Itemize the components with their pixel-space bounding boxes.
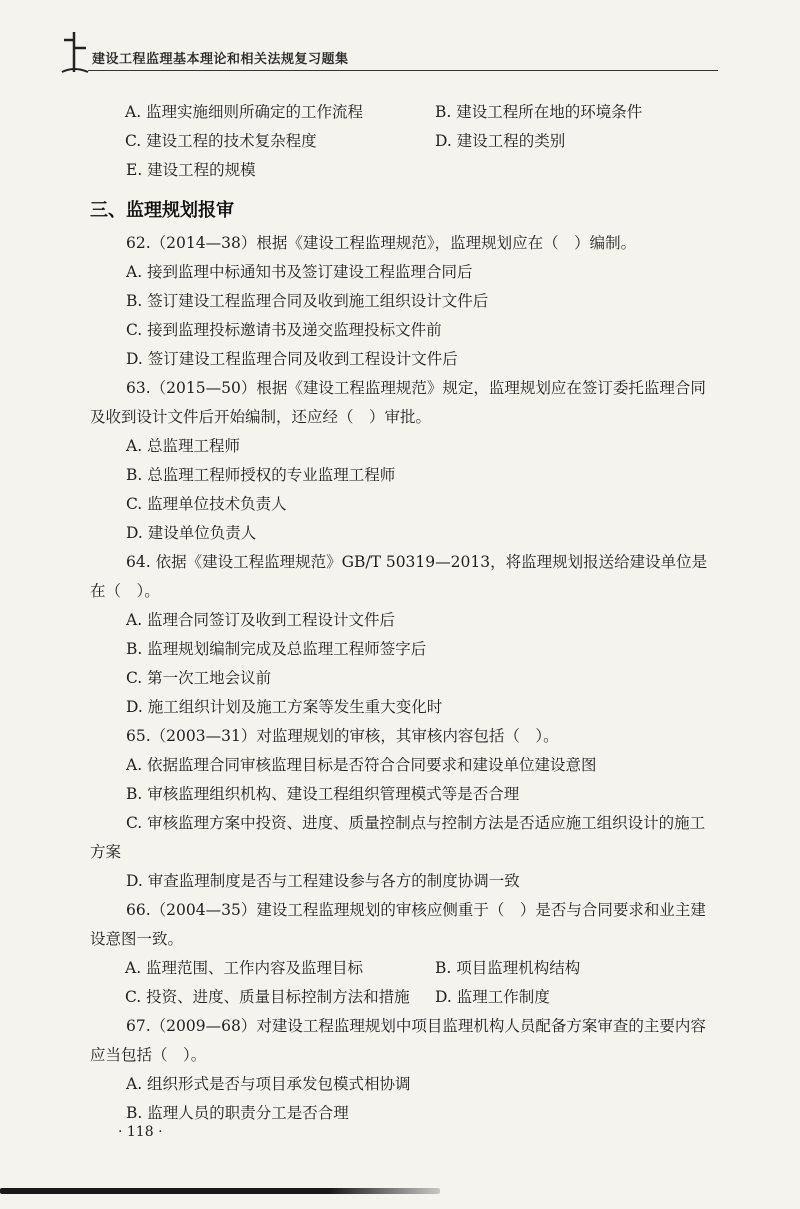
- option-row: [90, 98, 720, 127]
- option-text: B. 建设工程所在地的环境条件: [435, 103, 643, 121]
- option-text: A. 组织形式是否与项目承发包模式相协调: [126, 1075, 411, 1093]
- page-number: · 118 ·: [118, 1124, 163, 1140]
- option-text: C. 审核监理方案中投资、进度、质量控制点与控制方法是否适应施工组织设计的施工方案: [90, 814, 706, 861]
- book-title: 建设工程监理基本理论和相关法规复习题集: [92, 52, 349, 67]
- option-row: [90, 983, 720, 1012]
- option-text: C. 接到监理投标邀请书及递交监理投标文件前: [126, 321, 442, 339]
- option-text: A. 监理范围、工作内容及监理目标: [125, 959, 364, 977]
- option-text: A. 监理合同签订及收到工程设计文件后: [126, 611, 396, 629]
- option-text: B. 监理规划编制完成及总监理工程师签字后: [126, 640, 427, 658]
- option-text: D. 建设工程的类别: [435, 132, 566, 150]
- header-divider: [88, 70, 718, 71]
- option-text: C. 监理单位技术负责人: [126, 495, 287, 513]
- option-text: A. 监理实施细则所确定的工作流程: [125, 103, 364, 121]
- option-text: D. 施工组织计划及施工方案等发生重大变化时: [126, 698, 443, 716]
- option-row: [90, 954, 720, 983]
- option-text: B. 审核监理组织机构、建设工程组织管理模式等是否合理: [126, 785, 520, 803]
- option-text: B. 签订建设工程监理合同及收到施工组织设计文件后: [126, 292, 489, 310]
- question-stem: 67.（2009—68）对建设工程监理规划中项目监理机构人员配备方案审查的主要内容应当包括（ ）。: [90, 1017, 706, 1064]
- option-text: E. 建设工程的规模: [126, 161, 256, 179]
- option-text: A. 总监理工程师: [126, 437, 241, 455]
- question-stem: 63.（2015—50）根据《建设工程监理规范》规定，监理规划应在签订委托监理合同及收到设计文件后开始编制，还应经（ ）审批。: [90, 379, 706, 426]
- option-text: D. 建设单位负责人: [126, 524, 257, 542]
- footer-divider: [0, 1188, 440, 1194]
- option-text: B. 监理人员的职责分工是否合理: [126, 1104, 349, 1122]
- option-text: C. 建设工程的技术复杂程度: [125, 132, 317, 150]
- option-row: [90, 127, 720, 156]
- question-stem: 66.（2004—35）建设工程监理规划的审核应侧重于（ ）是否与合同要求和业主建设意图一致。: [90, 901, 706, 948]
- option-text: A. 接到监理中标通知书及签订建设工程监理合同后: [126, 263, 473, 281]
- question-stem: 64. 依据《建设工程监理规范》GB/T 50319—2013，将监理规划报送给建设单位是在（ ）。: [90, 553, 708, 600]
- option-text: D. 审查监理制度是否与工程建设参与各方的制度协调一致: [126, 872, 520, 890]
- page-header: [58, 28, 718, 76]
- question-stem: 62.（2014—38）根据《建设工程监理规范》，监理规划应在（ ）编制。: [126, 234, 637, 252]
- question-stem: 65.（2003—31）对监理规划的审核，其审核内容包括（ ）。: [126, 727, 559, 745]
- option-text: B. 总监理工程师授权的专业监理工程师: [126, 466, 396, 484]
- option-text: D. 监理工作制度: [435, 988, 550, 1006]
- option-text: D. 签订建设工程监理合同及收到工程设计文件后: [126, 350, 458, 368]
- option-text: B. 项目监理机构结构: [435, 959, 581, 977]
- option-text: A. 依据监理合同审核监理目标是否符合合同要求和建设单位建设意图: [126, 756, 597, 774]
- page-content: [90, 98, 720, 1128]
- signpost-logo-icon: [60, 28, 90, 74]
- option-text: C. 第一次工地会议前: [126, 669, 272, 687]
- option-text: C. 投资、进度、质量目标控制方法和措施: [125, 988, 410, 1006]
- section-heading: 三、监理规划报审: [90, 200, 234, 221]
